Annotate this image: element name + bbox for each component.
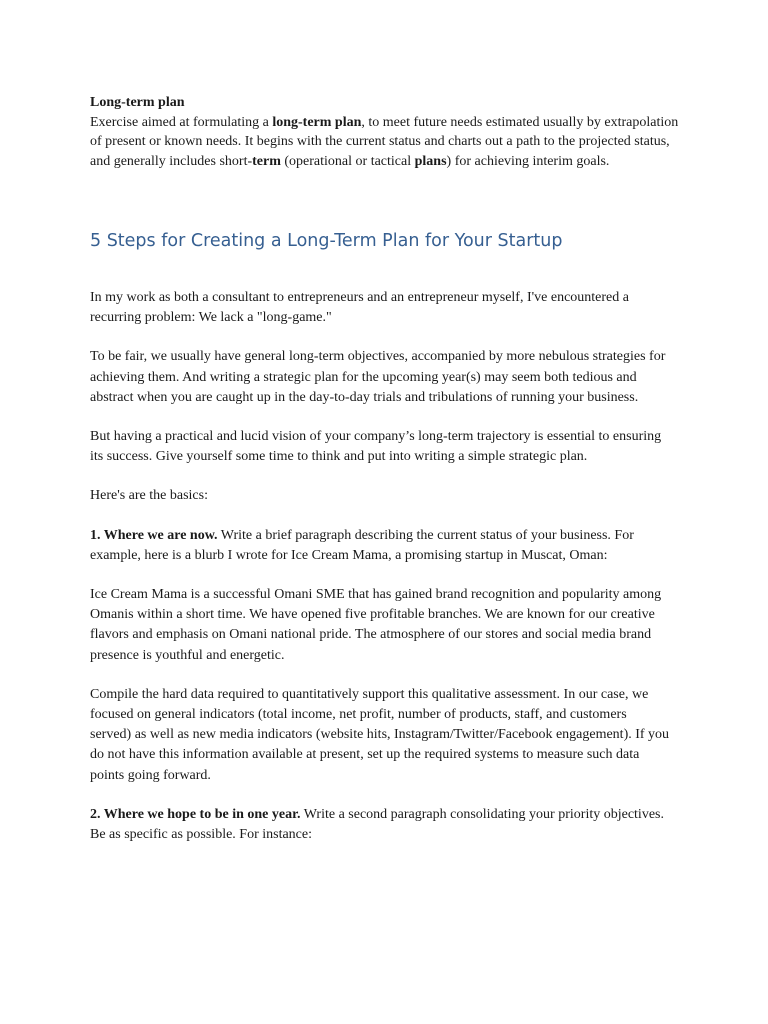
paragraph-hard-data: Compile the hard data required to quantitatively support this qualitative assessment. In our case, we focused on general indicators (total income, net profit, number of products, staff, and customers served) as well as new media indicators (website hits, Instagram/Twitter/Facebook engagement). If you do not have this information available at present, set up the required systems to measure such data points going forward. (90, 686, 670, 783)
definition-text-part: ) for achieving interim goals. (446, 153, 610, 169)
step-1-text: Write a brief paragraph describing the current status of your business. For example, here is a blurb I wrote for Ice Cream Mama, a promising startup in Muscat, Oman: (90, 527, 634, 563)
definition-text (90, 113, 690, 172)
article-heading: 5 Steps for Creating a Long-Term Plan for Your Startup (90, 231, 563, 251)
definition-text-part: , to meet future needs estimated usually by extrapolation of present or known needs. It begins with the current status and charts out a path to the projected status, and generally includes short- (90, 114, 679, 169)
definition-text-part: (operational or tactical (280, 153, 415, 169)
paragraph-vision: But having a practical and lucid vision of your company’s long-term trajectory is essential to ensuring its success. Give yourself some time to think and put into writing a simple strategic plan. (90, 429, 662, 465)
document-page (90, 93, 690, 843)
definition-block (90, 93, 690, 171)
definition-text-bold-part: term (252, 153, 281, 169)
paragraph-basics: Here's are the basics: (90, 488, 208, 504)
step-2-label: 2. Where we hope to be in one year. (90, 806, 301, 822)
step-2-text: Write a second paragraph consolidating your priority objectives. Be as specific as possible. For instance: (90, 806, 664, 843)
article-body (90, 288, 670, 864)
definition-text-bold-part: long-term plan (272, 114, 362, 130)
step-2-paragraph (90, 805, 670, 845)
step-1-paragraph (90, 526, 670, 566)
step-1-label: 1. Where we are now. (90, 527, 218, 543)
paragraph-example: Ice Cream Mama is a successful Omani SME that has gained brand recognition and popularity among Omanis within a short time. We have opened five profitable branches. We are known for our creative flavors and emphasis on Omani national pride. The atmosphere of our stores and social media brand presence is youthful and energetic. (90, 587, 662, 663)
definition-text-bold-part: plans (414, 153, 447, 169)
definition-title: Long-term plan (90, 95, 185, 110)
paragraph-fairness: To be fair, we usually have general long-term objectives, accompanied by more nebulous strategies for achieving them. And writing a strategic plan for the upcoming year(s) may seem both tedious and abstract when you are caught up in the day-to-day trials and tribulations of running your business. (90, 349, 666, 405)
paragraph-intro: In my work as both a consultant to entrepreneurs and an entrepreneur myself, I've encountered a recurring problem: We lack a "long-game." (90, 290, 629, 326)
definition-text-part: Exercise aimed at formulating a (90, 114, 273, 130)
